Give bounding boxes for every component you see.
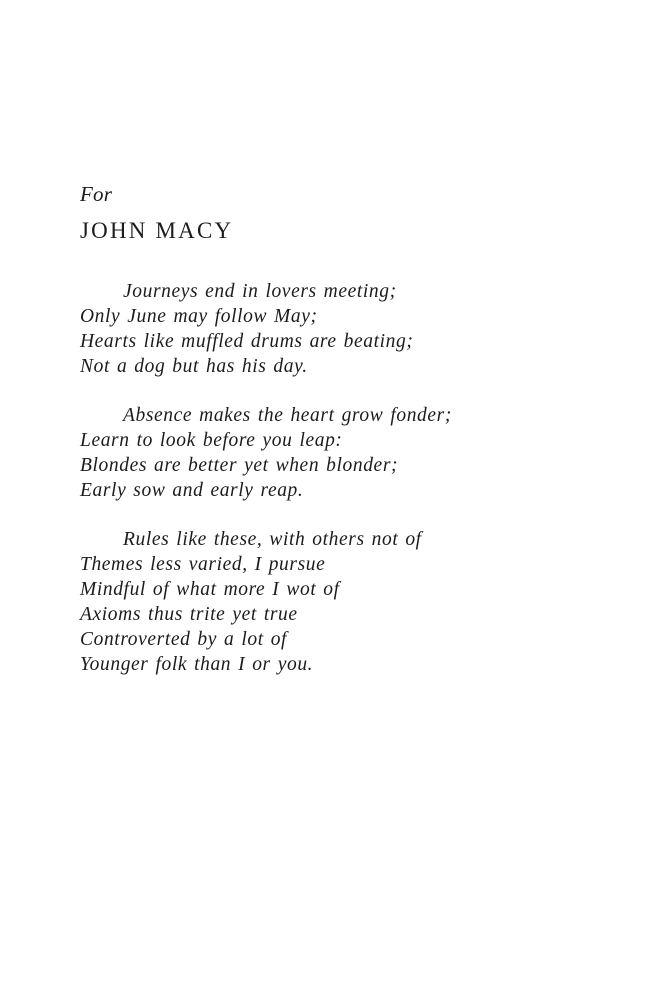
poem-line: Learn to look before you leap: — [80, 430, 343, 451]
poem-line: Early sow and early reap. — [80, 480, 304, 501]
poem-line: Controverted by a lot of — [80, 629, 288, 650]
poem-line: Rules like these, with others not of — [123, 529, 422, 550]
poem-line: Themes less varied, I pursue — [80, 554, 326, 575]
stanza-2 — [80, 403, 640, 503]
dedication-for: For — [80, 182, 113, 206]
poem-line: Mindful of what more I wot of — [80, 579, 340, 600]
dedication — [80, 180, 233, 246]
poem-line: Absence makes the heart grow fonder; — [123, 405, 452, 426]
poem-line: Axioms thus trite yet true — [80, 604, 298, 625]
poem-line: Only June may follow May; — [80, 306, 318, 327]
dedication-name: JOHN MACY — [80, 218, 234, 243]
stanza-1 — [80, 279, 640, 379]
poem — [80, 279, 640, 701]
poem-line: Not a dog but has his day. — [80, 356, 308, 377]
poem-line: Younger folk than I or you. — [80, 654, 314, 675]
poem-line: Hearts like muffled drums are beating; — [80, 331, 414, 352]
poem-line: Blondes are better yet when blonder; — [80, 455, 399, 476]
poem-line: Journeys end in lovers meeting; — [123, 281, 397, 302]
stanza-3 — [80, 527, 640, 677]
